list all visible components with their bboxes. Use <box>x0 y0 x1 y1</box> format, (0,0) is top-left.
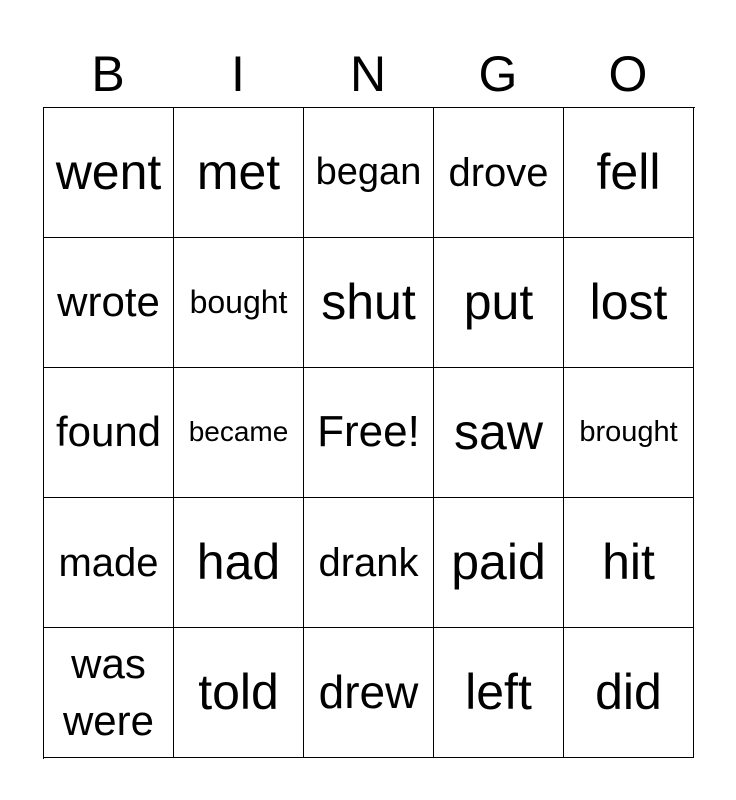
bingo-cell[interactable] <box>44 368 174 498</box>
bingo-cell[interactable] <box>174 108 304 238</box>
cell-word: became <box>188 416 289 448</box>
cell-word: saw <box>454 404 543 460</box>
bingo-cell[interactable] <box>174 498 304 628</box>
bingo-cell[interactable] <box>434 628 564 758</box>
bingo-cell[interactable] <box>564 238 694 368</box>
cell-word: brought <box>579 415 678 448</box>
bingo-cell[interactable] <box>564 368 694 498</box>
free-space-cell[interactable] <box>304 368 434 498</box>
bingo-header <box>43 44 693 104</box>
bingo-cell[interactable] <box>174 628 304 758</box>
cell-word: drove <box>448 150 549 195</box>
cell-word: lost <box>589 274 668 330</box>
free-space-label: Free! <box>317 407 420 457</box>
cell-word: began <box>315 150 422 193</box>
bingo-cell[interactable] <box>304 628 434 758</box>
cell-word: went <box>55 144 162 200</box>
bingo-cell[interactable] <box>434 368 564 498</box>
bingo-cell[interactable] <box>434 238 564 368</box>
header-letter-o: O <box>608 46 648 102</box>
cell-word: was were <box>62 639 155 744</box>
cell-word: found <box>55 408 162 456</box>
header-letter-n: N <box>349 46 387 102</box>
bingo-cell[interactable] <box>174 238 304 368</box>
cell-word: fell <box>596 144 661 200</box>
bingo-cell[interactable] <box>44 498 174 628</box>
bingo-cell[interactable] <box>44 628 174 758</box>
cell-word: made <box>58 540 159 585</box>
cell-word: put <box>463 274 534 330</box>
bingo-cell[interactable] <box>434 108 564 238</box>
bingo-cell[interactable] <box>564 628 694 758</box>
cell-word: wrote <box>57 278 160 326</box>
bingo-cell[interactable] <box>304 238 434 368</box>
cell-word: had <box>196 534 281 590</box>
bingo-cell[interactable] <box>44 238 174 368</box>
cell-word: did <box>595 664 662 720</box>
cell-word: left <box>465 664 532 720</box>
bingo-cell[interactable] <box>434 498 564 628</box>
bingo-cell[interactable] <box>564 498 694 628</box>
header-letter-g: G <box>478 46 518 102</box>
cell-word: paid <box>451 534 546 590</box>
cell-word: bought <box>189 283 288 320</box>
bingo-cell[interactable] <box>304 498 434 628</box>
cell-word: met <box>196 144 281 200</box>
bingo-cell[interactable] <box>304 108 434 238</box>
header-letter-b: B <box>91 46 125 102</box>
cell-word: hit <box>602 534 655 590</box>
bingo-cell[interactable] <box>564 108 694 238</box>
cell-word: drank <box>318 540 419 585</box>
header-letter-i: I <box>231 46 245 102</box>
bingo-cell[interactable] <box>44 108 174 238</box>
cell-word: told <box>198 664 279 720</box>
cell-word: shut <box>321 274 416 330</box>
bingo-card <box>43 107 695 759</box>
cell-word: drew <box>318 666 419 719</box>
bingo-cell[interactable] <box>174 368 304 498</box>
